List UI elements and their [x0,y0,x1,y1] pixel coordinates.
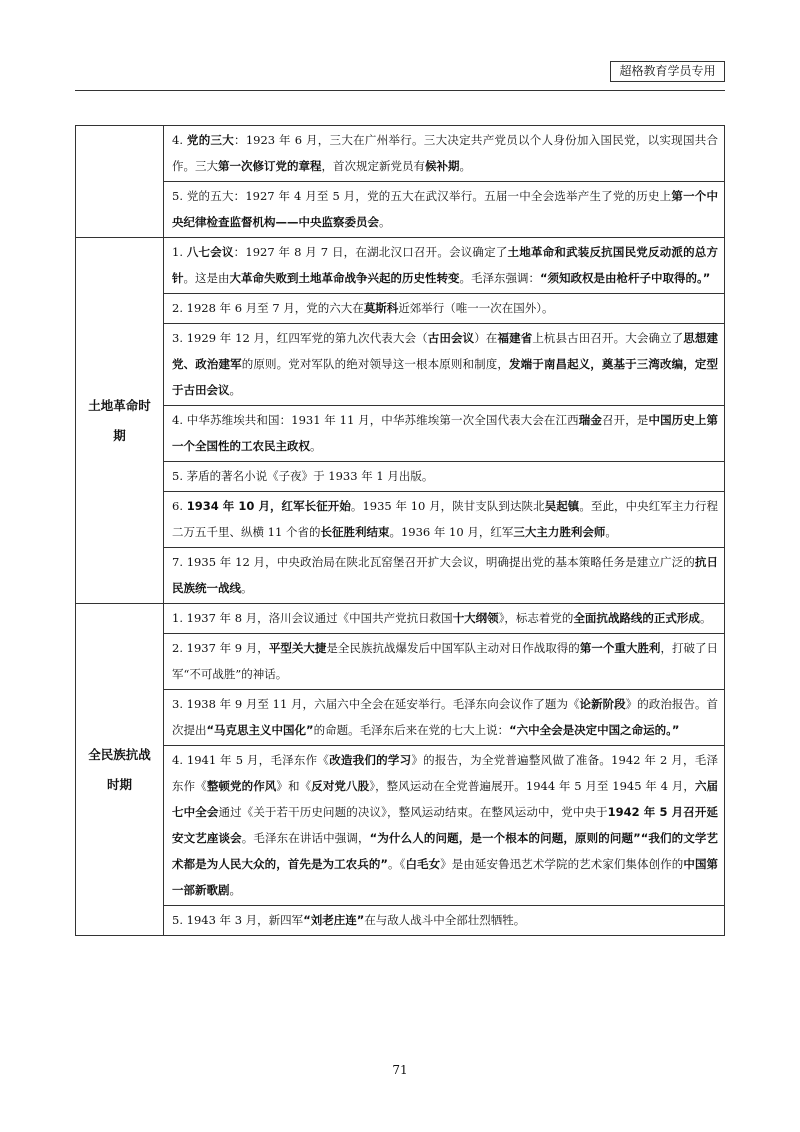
text-segment: ：1927 年 8 月 7 日，在湖北汉口召开。会议确定了 [233,245,508,259]
emphasis-text: 党的三大 [186,133,235,147]
text-segment: 7. 1935 年 12 月，中央政治局在陕北瓦窑堡召开扩大会议，明确提出党的基本策略任务是建立广泛的 [172,555,695,569]
table-row [76,462,725,492]
emphasis-text: “须知政权是由枪杆子中取得的。” [540,271,711,285]
emphasis-text: 发端于南昌起义，奠基于三湾改编，定型于古田会议 [172,357,718,397]
event-cell [164,690,725,746]
text-segment: 是全民族抗战爆发后中国军队主动对日作战取得的 [326,641,580,655]
table-row [76,126,725,182]
text-segment: 1. [172,245,187,259]
table-row [76,634,725,690]
history-table [75,125,725,936]
text-segment: 3. 1929 年 12 月，红四军党的第九次代表大会（ [172,331,428,345]
emphasis-text: 中国第一部新歌剧 [172,857,719,897]
event-cell [164,324,725,406]
table-row [76,492,725,548]
text-segment: 的命题。毛泽东后来在党的七大上说： [313,723,510,737]
emphasis-text: 全面抗战路线的正式形成 [573,611,700,625]
text-segment: 。至此，中央红军主力行程二万五千里、纵横 11 个省的 [172,499,719,539]
text-segment: ，首次规定新党员有 [321,159,425,173]
emphasis-text: “六中全会是决定中国之命运的。” [509,723,680,737]
event-cell [164,126,725,182]
event-cell [164,238,725,294]
period-cell [76,126,164,238]
emphasis-text: 三大主力胜利会师 [513,525,606,539]
text-segment: 3. 1938 年 9 月至 11 月，六届六中全会在延安举行。毛泽东向会议作了题为《 [172,697,580,711]
table-row [76,406,725,462]
event-cell [164,604,725,634]
text-segment: 召开，是 [601,413,649,427]
text-segment: 。1936 年 10 月，红军 [389,525,514,539]
text-segment: 。 [229,383,241,397]
event-cell [164,294,725,324]
text-segment: 》和《 [276,779,312,793]
header-label: 超格教育学员专用 [610,61,725,82]
emphasis-text: 福建省 [497,331,533,345]
table-row [76,324,725,406]
text-segment: 5. 茅盾的著名小说《子夜》于 1933 年 1 月出版。 [172,469,434,483]
emphasis-text: 第一个中央纪律检查监督机构——中央监察委员会 [172,189,719,229]
emphasis-text: “刘老庄连” [303,913,365,927]
table-row [76,746,725,906]
emphasis-text: 莫斯科 [363,301,399,315]
emphasis-text: 十大纲领 [452,611,499,625]
text-segment: 》的报告，为全党普遍整风做了准备。1942 年 2 月，毛泽东作《 [172,753,718,793]
event-cell [164,634,725,690]
emphasis-text: 瑞金 [578,413,602,427]
emphasis-text: 1942 年 5 月召开延安文艺座谈会 [172,805,719,845]
text-segment: ：1923 年 6 月，三大在广州举行。三大决定共产党员以个人身份加入国民党，以实现国共合作。三大 [172,133,719,173]
text-segment: 上杭县古田召开。大会确立了 [532,331,684,345]
emphasis-text: 第一次修订党的章程 [218,159,322,173]
text-segment: 。 [229,883,241,897]
header-rule [75,90,725,91]
emphasis-text: 中国历史上第一个全国性的工农民主政权 [172,413,719,453]
text-segment: 。 [241,581,253,595]
emphasis-text: 六届七中全会 [172,779,719,819]
text-segment: 在与敌人战斗中全部壮烈牺牲。 [364,913,526,927]
text-segment: 。 [605,525,617,539]
emphasis-text: 整顿党的作风 [206,779,277,793]
event-cell [164,462,725,492]
emphasis-text: 平型关大捷 [268,641,327,655]
emphasis-text: 论新阶段 [579,697,626,711]
text-segment: 。1935 年 10 月，陕甘支队到达陕北 [350,499,545,513]
event-cell [164,182,725,238]
emphasis-text: 古田会议 [427,331,475,345]
table-row [76,238,725,294]
emphasis-text: 大革命失败到土地革命战争兴起的历史性转变 [229,271,460,285]
text-segment: 5. 党的五大：1927 年 4 月至 5 月，党的五大在武汉举行。五届一中全会选举产生了党的历史上 [172,189,672,203]
text-segment: 。 [310,439,322,453]
text-segment: 。这是由 [183,271,230,285]
emphasis-text: 白毛女 [405,857,441,871]
table-row [76,604,725,634]
text-segment: 。 [459,159,471,173]
text-segment: 》的政治报告。首次提出 [172,697,719,737]
table-row [76,548,725,604]
text-segment: 4. 1941 年 5 月，毛泽东作《 [172,753,330,767]
period-cell: 全民族抗战时期 [76,604,164,936]
text-segment: 通过《关于若干历史问题的决议》，整风运动结束。在整风运动中，党中央于 [218,805,608,819]
text-segment: 2. 1928 年 6 月至 7 月，党的六大在 [172,301,364,315]
text-segment: 4. [172,133,187,147]
emphasis-text: 改造我们的学习 [329,753,412,767]
emphasis-text: 思想建党、政治建军 [172,331,719,371]
emphasis-text: 第一个重大胜利 [579,641,661,655]
text-segment: ）在 [474,331,498,345]
event-cell [164,492,725,548]
text-segment: 。 [699,611,712,625]
table-row [76,690,725,746]
emphasis-text: “为什么人的问题，是一个根本的问题，原则的问题”“我们的文学艺术都是为人民大众的，首先是为工农兵的” [172,831,719,871]
text-segment: 》，整风运动在全党普遍展开。1944 年 5 月至 1945 年 4 月， [369,779,695,793]
emphasis-text: 1934 年 10 月，红军长征开始 [186,499,351,513]
emphasis-text: 长征胜利结束 [320,525,390,539]
text-segment: 。毛泽东强调： [459,271,540,285]
page-number: 71 [392,1063,408,1077]
emphasis-text: 候补期 [425,159,460,173]
event-cell [164,746,725,906]
event-cell [164,548,725,604]
text-segment: 6. [172,499,187,513]
emphasis-text: “马克思主义中国化” [206,723,314,737]
period-cell: 土地革命时期 [76,238,164,604]
emphasis-text: 八七会议 [186,245,234,259]
text-segment: 》是由延安鲁迅艺术学院的艺术家们集体创作的 [440,857,684,871]
emphasis-text: 吴起镇 [544,499,580,513]
table-row [76,182,725,238]
table-row [76,906,725,936]
text-segment: ，打破了日军“不可战胜”的神话。 [172,641,719,681]
text-segment: 5. 1943 年 3 月，新四军 [172,913,304,927]
text-segment: 近郊举行（唯一一次在国外）。 [398,301,554,315]
emphasis-text: 土地革命和武装反抗国民党反动派的总方针 [172,245,719,285]
emphasis-text: 反对党八股 [311,779,370,793]
event-cell [164,406,725,462]
text-segment: 。毛泽东在讲话中强调， [241,831,370,845]
table-row [76,294,725,324]
text-segment: 。《 [387,857,406,871]
text-segment: 1. 1937 年 8 月，洛川会议通过《中国共产党抗日救国 [172,611,453,625]
emphasis-text: 抗日民族统一战线 [172,555,719,595]
text-segment: 4. 中华苏维埃共和国：1931 年 11 月，中华苏维埃第一次全国代表大会在江西 [172,413,579,427]
text-segment: 》，标志着党的 [498,611,574,625]
text-segment: 2. 1937 年 9 月， [172,641,269,655]
text-segment: 的原则。党对军队的绝对领导这一根本原则和制度， [241,357,509,371]
text-segment: 。 [379,215,391,229]
event-cell [164,906,725,936]
